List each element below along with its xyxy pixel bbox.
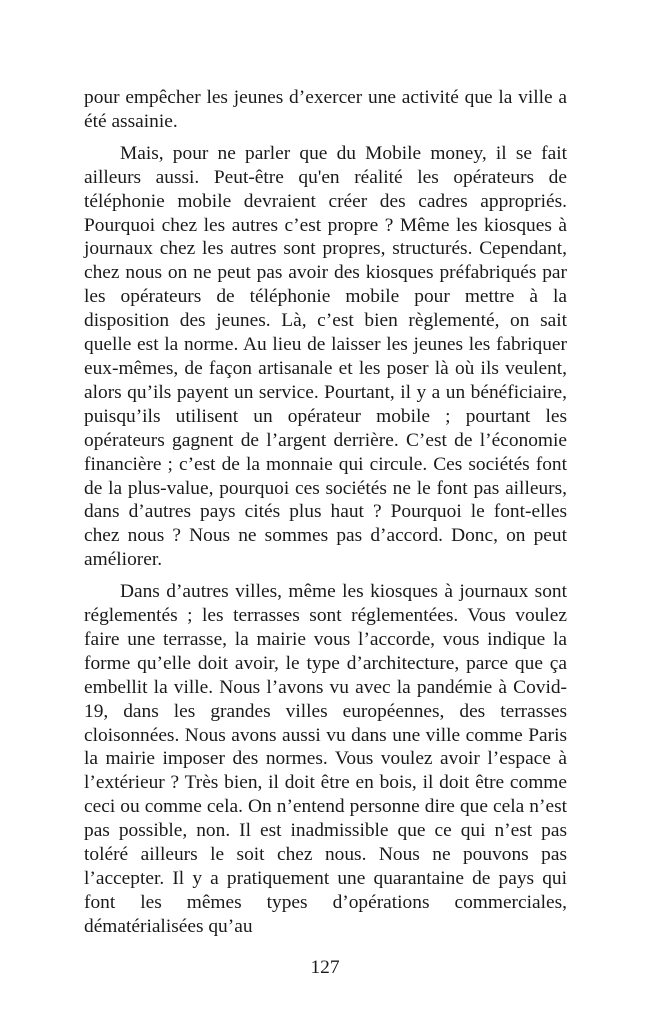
paragraph-continued: pour empêcher les jeunes d’exercer une activité que la ville a été assainie. <box>84 87 567 132</box>
page-body <box>84 86 567 947</box>
paragraph-kiosques-terrasses: Dans d’autres villes, même les kiosques à journaux sont réglementés ; les terrasses sont réglementées. Vous voulez faire une terrasse, la mairie vous l’accorde, vous indique la forme qu’elle doit avoir, le type d’architecture, parce que ça embellit la ville. Nous l’avons vu avec la pandémie à Covid-19, dans les grandes villes européennes, des terrasses cloisonnées. Nous avons aussi vu dans une ville comme Paris la mairie imposer des normes. Vous voulez avoir l’espace à l’extérieur ? Très bien, il doit être en bois, il doit être comme ceci ou comme cela. On n’entend personne dire que cela n’est pas possible, non. Il est inadmissible que ce qui n’est pas toléré ailleurs le soit chez nous. Nous ne pouvons pas l’accepter. Il y a pratiquement une quarantaine de pays qui font les mêmes types d’opérations commerciales, dématérialisées qu’au <box>84 581 567 937</box>
paragraph-mobile-money: Mais, pour ne parler que du Mobile money, il se fait ailleurs aussi. Peut-être qu'en réalité les opérateurs de téléphonie mobile devraient créer des cadres appropriés. Pourquoi chez les autres c’est propre ? Même les kiosques à journaux chez les autres sont propres, structurés. Cependant, chez nous on ne peut pas avoir des kiosques préfabriqués par les opérateurs de téléphonie mobile pour mettre à la disposition des jeunes. Là, c’est bien règlementé, on sait quelle est la norme. Au lieu de laisser les jeunes les fabriquer eux-mêmes, de façon artisanale et les poser là où ils veulent, alors qu’ils payent un service. Pourtant, il y a un bénéficiaire, puisqu’ils utilisent un opérateur mobile ; pourtant les opérateurs gagnent de l’argent derrière. C’est de l’économie financière ; c’est de la monnaie qui circule. Ces sociétés font de la plus-value, pourquoi ces sociétés ne le font pas ailleurs, dans d’autres pays cités plus haut ? Pourquoi le font-elles chez nous ? Nous ne sommes pas d’accord. Donc, on peut améliorer. <box>84 142 567 571</box>
page-number: 127 <box>310 957 340 978</box>
